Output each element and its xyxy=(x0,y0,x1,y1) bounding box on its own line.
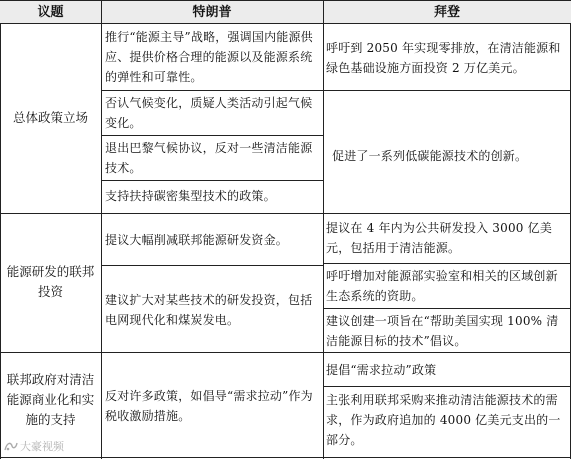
table-header xyxy=(0,0,571,24)
biden-cell: 提倡“需求拉动”政策 xyxy=(326,363,437,377)
group-divider xyxy=(0,457,571,458)
trump-cell: 建议扩大对某些技术的研发投资，包括电网现代化和煤炭发电。 xyxy=(105,293,313,327)
watermark-logo-icon xyxy=(4,440,18,452)
row-divider xyxy=(323,308,571,309)
header-topic: 议题 xyxy=(37,5,64,20)
watermark-text: 大豪视频 xyxy=(20,440,64,453)
header-trump: 特朗普 xyxy=(192,5,232,20)
row-divider xyxy=(101,90,323,91)
group-divider xyxy=(0,352,571,353)
row-divider xyxy=(101,135,323,136)
biden-cell: 呼吁增加对能源部实验室和相关的区域创新生态系统的资助。 xyxy=(326,269,558,303)
biden-cell: 主张利用联邦采购来推动清洁能源技术的需求，作为政府追加的 4000 亿美元支出的一部分。 xyxy=(326,393,561,447)
trump-cell: 否认气候变化，质疑人类活动引起气候变化。 xyxy=(105,96,313,130)
group-divider xyxy=(0,213,571,214)
biden-cell: 促进了一系列低碳能源技术的创新。 xyxy=(332,149,528,163)
row-divider xyxy=(323,263,571,264)
trump-cell: 退出巴黎气候协议，反对一些清洁能源技术。 xyxy=(105,141,313,175)
topic-federal-rd: 能源研发的联邦投资 xyxy=(6,264,95,299)
row-divider xyxy=(101,180,323,181)
column-divider xyxy=(323,0,324,459)
trump-cell: 支持扶持碳密集型技术的政策。 xyxy=(105,189,276,203)
column-divider xyxy=(101,0,102,459)
biden-cell: 提议在 4 年内为公共研发投入 3000 亿美元，包括用于清洁能源。 xyxy=(326,221,553,255)
biden-cell: 建议创建一项旨在“帮助美国实现 100% 清洁能源目标的技术”倡议。 xyxy=(326,314,559,348)
row-divider xyxy=(323,386,571,387)
trump-cell: 反对许多政策，如倡导“需求拉动”作为税收激励措施。 xyxy=(105,389,313,423)
trump-cell: 推行“能源主导”战略，强调国内能源供应、提供价格合理的能源以及能源系统的弹性和可靠性。 xyxy=(105,30,313,84)
header-biden: 拜登 xyxy=(433,5,460,20)
row-divider xyxy=(101,265,323,266)
trump-cell: 提议大幅削减联邦能源研发资金。 xyxy=(105,233,289,247)
topic-policy-stance: 总体政策立场 xyxy=(12,110,88,125)
biden-cell: 呼吁到 2050 年实现零排放，在清洁能源和绿色基础设施方面投资 2 万亿美元。 xyxy=(326,41,561,75)
topic-commercialization: 联邦政府对清洁能源商业化和实施的支持 xyxy=(6,372,95,427)
watermark xyxy=(4,438,64,454)
row-divider xyxy=(323,90,571,91)
